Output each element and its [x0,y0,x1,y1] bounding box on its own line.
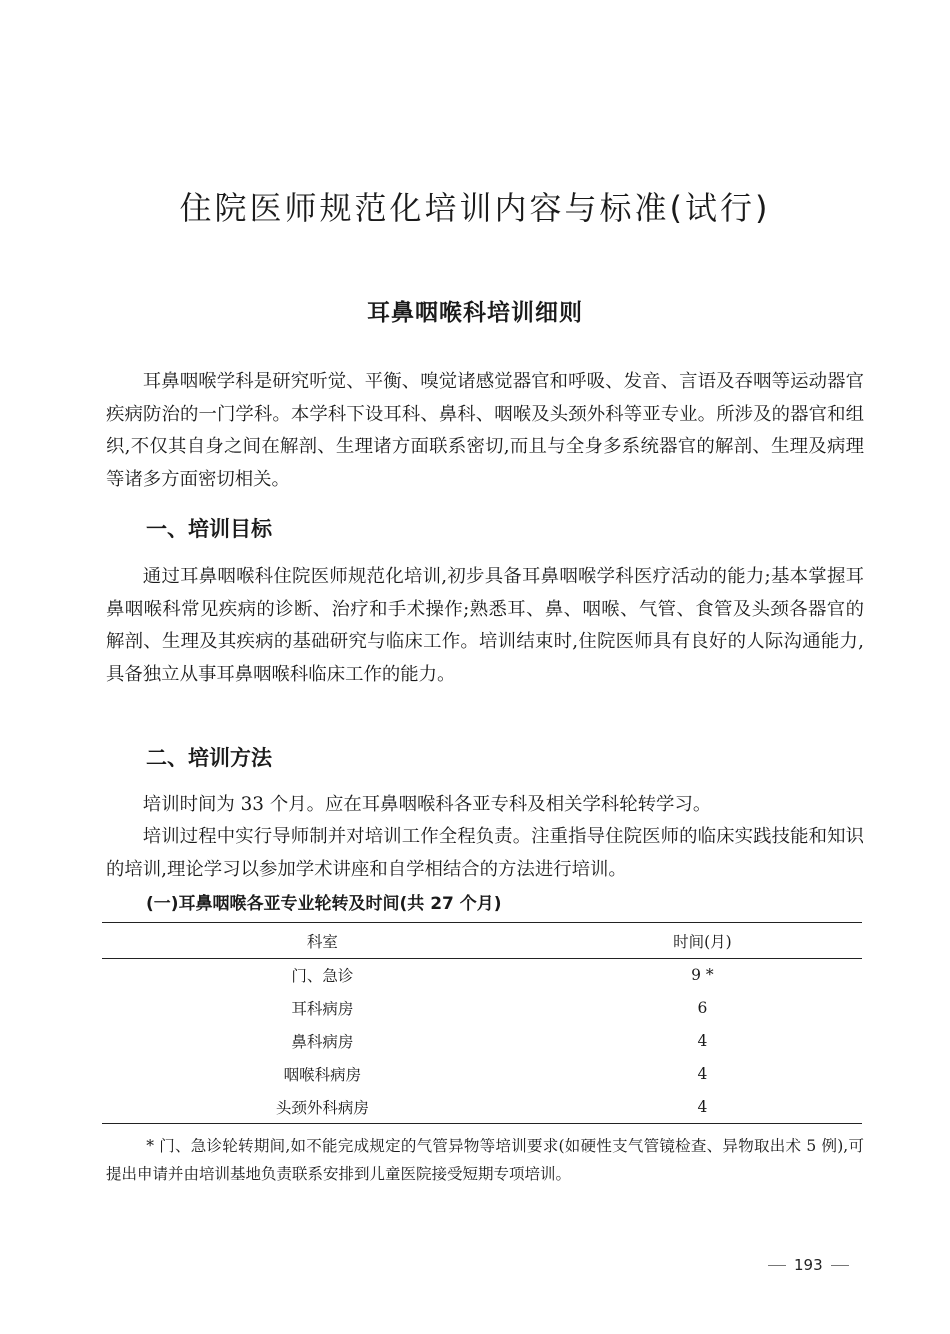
cell-department: 头颈外科病房 [102,1091,543,1124]
section-subtitle: 耳鼻咽喉科培训细则 [367,299,583,326]
table-row [102,992,862,1025]
training-methods-paragraph: 培训过程中实行导师制并对培训工作全程负责。注重指导住院医师的临床实践技能和知识的培训,理论学习以参加学术讲座和自学相结合的方法进行培训。 [106,826,864,880]
header-duration: 时间(月) [543,923,862,959]
cell-department: 鼻科病房 [291,1033,354,1051]
page-number: 193 [794,1256,823,1274]
cell-duration: 6 [697,999,708,1017]
cell-department: 门、急诊 [291,967,354,986]
page-number-area [760,1256,857,1274]
heading-training-methods: 二、培训方法 [146,745,272,770]
table-row [102,959,862,992]
cell-department: 咽喉科病房 [283,1066,362,1084]
table-header-row [102,923,862,959]
cell-duration: 4 [543,1091,862,1124]
rotation-table [102,922,862,1124]
table-row [102,1025,862,1058]
page-title: 住院医师规范化培训内容与标准(试行) [179,189,771,227]
cell-duration: 4 [697,1032,708,1050]
dash-left [768,1265,786,1266]
cell-duration: 9 * [691,966,714,985]
cell-department: 耳科病房 [291,1000,354,1018]
table-caption: (一)耳鼻咽喉各亚专业轮转及时间(共 27 个月) [146,894,502,914]
training-duration-line: 培训时间为 33 个月。应在耳鼻咽喉科各亚专科及相关学科轮转学习。 [142,794,712,815]
training-goals-paragraph: 通过耳鼻咽喉科住院医师规范化培训,初步具备耳鼻咽喉学科医疗活动的能力;基本掌握耳鼻咽喉科常见疾病的诊断、治疗和手术操作;熟悉耳、鼻、咽喉、气管、食管及头颈各器官的解剖、生理及其疾病的基础研究与临床工作。培训结束时,住院医师具有良好的人际沟通能力,具备独立从事耳鼻咽喉科临床工作的能力。 [106,566,864,685]
header-department: 科室 [102,923,543,959]
table-footnote: * 门、急诊轮转期间,如不能完成规定的气管异物等培训要求(如硬性支气管镜检查、异物取出术 5 例),可提出申请并由培训基地负责联系安排到儿童医院接受短期专项培训。 [106,1137,864,1183]
table-row [102,1058,862,1091]
dash-right [831,1265,849,1266]
cell-duration: 4 [697,1065,708,1083]
heading-training-goals: 一、培训目标 [146,516,272,541]
intro-paragraph: 耳鼻咽喉学科是研究听觉、平衡、嗅觉诸感觉器官和呼吸、发音、言语及吞咽等运动器官疾病防治的一门学科。本学科下设耳科、鼻科、咽喉及头颈外科等亚专业。所涉及的器官和组织,不仅其自身之间在解剖、生理诸方面联系密切,而且与全身多系统器官的解剖、生理及病理等诸多方面密切相关。 [106,371,864,490]
table-row [102,1091,862,1124]
